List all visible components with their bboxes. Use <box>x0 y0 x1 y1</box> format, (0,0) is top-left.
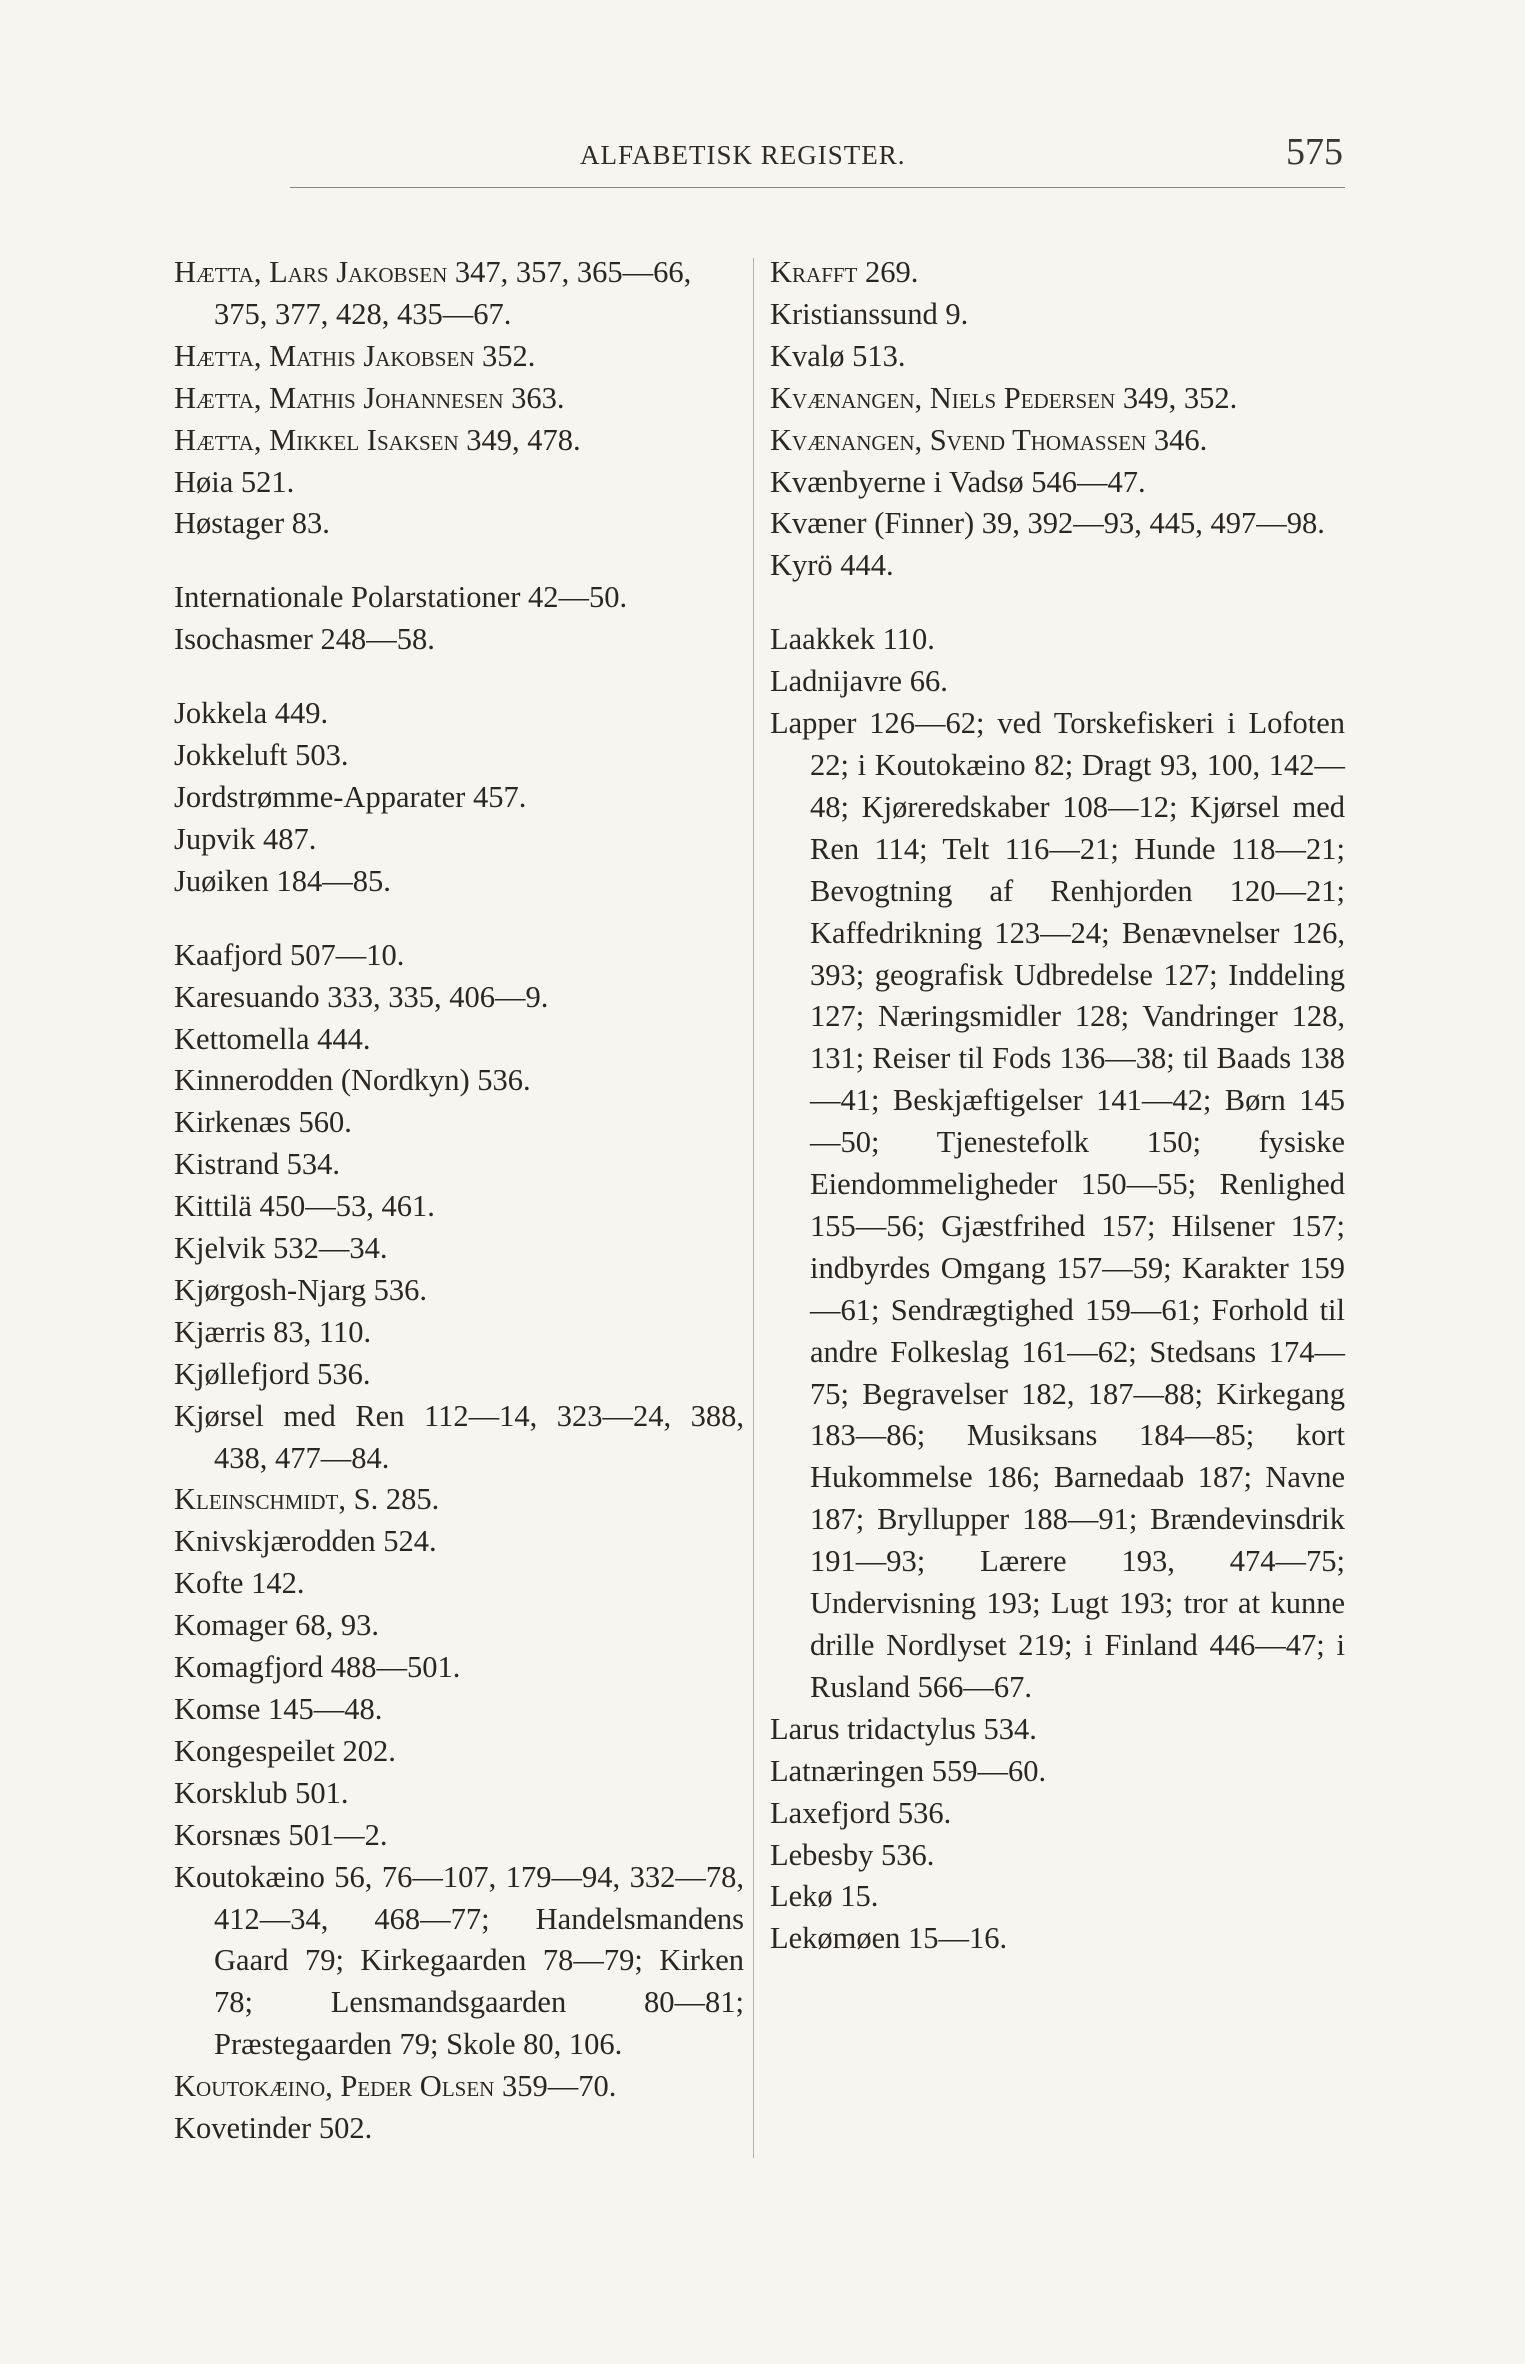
group-gap <box>174 661 744 693</box>
index-entry: Laakkek 110. <box>770 622 935 657</box>
index-entry <box>770 252 1345 294</box>
running-title: ALFABETISK REGISTER. <box>580 140 906 170</box>
index-entry: Lekø 15. <box>770 1879 879 1914</box>
index-entry: Juøiken 184—85. <box>174 863 391 898</box>
index-entry: Knivskjærodden 524. <box>174 1524 437 1559</box>
index-entry <box>174 2066 744 2108</box>
header-rule <box>290 187 1345 188</box>
index-entry <box>174 378 744 420</box>
index-entry: Kristianssund 9. <box>770 296 969 331</box>
entry-name: Hætta, Mathis Jakobsen <box>174 338 475 373</box>
index-entry: Lapper 126—62; ved Torskefiskeri i Lofoten 22; i Koutokæino 82; Dragt 93, 100, 142—48; Kjøreredskaber 108—12; Kjørsel med Ren 114; Telt 116—21; Hunde 118—21; Bevogtning af Renhjorden 120—21; Kaffedrikning 123—24; Benævnelser 126, 393; geografisk Udbredelse 127; Inddeling 127; Næringsmidler 128; Vandringer 128, 131; Reiser til Fods 136—38; til Baads 138—41; Beskjæftigelser 141—42; Børn 145—50; Tjenestefolk 150; fysiske Eiendommeligheder 150—55; Renlighed 155—56; Gjæstfrihed 157; Hilsener 157; indbyrdes Omgang 157—59; Karakter 159—61; Sendrægtighed 159—61; Forhold til andre Folkeslag 161—62; Stedsans 174—75; Begravelser 182, 187—88; Kirkegang 183—86; Musiksans 184—85; kort Hukommelse 186; Barnedaab 187; Navne 187; Bryllupper 188—91; Brændevinsdrik 191—93; Lærere 193, 474—75; Undervisning 193; Lugt 193; tror at kunne drille Nordlyset 219; i Finland 446—47; i Rusland 566—67. <box>770 706 1345 1704</box>
index-entry <box>174 252 744 336</box>
index-entry: Kvæner (Finner) 39, 392—93, 445, 497—98. <box>770 506 1325 541</box>
index-entry <box>770 420 1345 462</box>
group-gap <box>174 903 744 935</box>
index-entry: Komse 145—48. <box>174 1692 383 1726</box>
group-gap <box>770 587 1345 619</box>
index-entry: Kjelvik 532—34. <box>174 1231 388 1266</box>
page-number: 575 <box>1286 131 1343 173</box>
group-gap <box>174 545 744 577</box>
entry-refs: 352. <box>482 338 536 373</box>
index-entry: Karesuando 333, 335, 406—9. <box>174 979 549 1014</box>
entry-refs: 349, 478. <box>466 422 581 457</box>
entry-name: Kleinschmidt, S. <box>174 1482 379 1517</box>
index-entry: Komagfjord 488—501. <box>174 1650 461 1685</box>
index-entry: Lekømøen 15—16. <box>770 1921 1008 1956</box>
index-entry: Kyrö 444. <box>770 548 894 583</box>
index-entry: Kongespeilet 202. <box>174 1733 396 1768</box>
index-entry: Kjærris 83, 110. <box>174 1314 372 1349</box>
index-entry: Kvænbyerne i Vadsø 546—47. <box>770 464 1146 499</box>
index-entry: Jokkeluft 503. <box>174 738 349 773</box>
entry-refs: 285. <box>385 1482 440 1517</box>
index-entry: Koutokæino 56, 76—107, 179—94, 332—78, 412—34, 468—77; Handelsmandens Gaard 79; Kirkegaarden 78—79; Kirken 78; Lensmandsgaarden 80—81; Præstegaarden 79; Skole 80, 106. <box>174 1859 744 2062</box>
entry-refs: 359—70. <box>501 2069 617 2104</box>
left-column <box>174 252 744 2150</box>
entry-name: Kvænangen, Niels Pedersen <box>770 380 1116 415</box>
entry-refs: 269. <box>865 255 919 289</box>
index-entry: Kjørgosh-Njarg 536. <box>174 1272 428 1307</box>
entry-refs: 349, 352. <box>1122 380 1238 415</box>
index-entry: Jokkela 449. <box>174 696 329 731</box>
entry-refs: 347, 357, 365—66, 375, 377, 428, 435—67. <box>214 255 692 331</box>
index-entry: Korsklub 501. <box>174 1775 349 1810</box>
index-entry: Jupvik 487. <box>174 821 317 856</box>
index-entry: Høstager 83. <box>174 506 330 541</box>
index-entry: Kettomella 444. <box>174 1021 371 1056</box>
index-entry: Kovetinder 502. <box>174 2111 373 2146</box>
entry-refs: 363. <box>511 380 565 415</box>
index-entry: Komager 68, 93. <box>174 1608 379 1643</box>
index-entry <box>770 378 1345 420</box>
index-entry: Laxefjord 536. <box>770 1795 952 1830</box>
index-entry: Ladnijavre 66. <box>770 664 948 699</box>
entry-name: Hætta, Mathis Johannesen <box>174 380 504 415</box>
entry-name: Hætta, Lars Jakobsen <box>174 255 448 289</box>
index-entry: Kjørsel med Ren 112—14, 323—24, 388, 438, 477—84. <box>174 1398 744 1475</box>
entry-name: Krafft <box>770 255 858 289</box>
right-column <box>770 252 1345 1960</box>
index-entry: Lebesby 536. <box>770 1837 935 1872</box>
index-entry: Kistrand 534. <box>174 1147 341 1182</box>
index-entry: Høia 521. <box>174 464 295 499</box>
index-entry <box>174 1479 744 1521</box>
entry-refs: 346. <box>1153 422 1208 457</box>
index-entry: Kaafjord 507—10. <box>174 937 405 972</box>
index-entry: Larus tridactylus 534. <box>770 1711 1037 1746</box>
entry-name: Koutokæino, Peder Olsen <box>174 2069 495 2104</box>
index-entry: Internationale Polarstationer 42—50. <box>174 580 628 615</box>
index-entry: Isochasmer 248—58. <box>174 622 435 657</box>
index-entry: Latnæringen 559—60. <box>770 1753 1047 1788</box>
index-entry: Kirkenæs 560. <box>174 1105 352 1140</box>
index-entry: Kvalø 513. <box>770 338 906 373</box>
index-entry: Kofte 142. <box>174 1566 305 1601</box>
column-divider <box>753 258 754 2158</box>
index-entry: Korsnæs 501—2. <box>174 1817 388 1852</box>
page-header <box>170 130 1345 186</box>
index-entry <box>174 420 744 462</box>
entry-name: Hætta, Mikkel Isaksen <box>174 422 459 457</box>
entry-name: Kvænangen, Svend Thomassen <box>770 422 1147 457</box>
index-entry: Jordstrømme-Apparater 457. <box>174 779 527 814</box>
index-entry: Kittilä 450—53, 461. <box>174 1189 435 1224</box>
index-entry: Kinnerodden (Nordkyn) 536. <box>174 1063 531 1098</box>
index-entry: Kjøllefjord 536. <box>174 1356 371 1391</box>
index-entry <box>174 336 744 378</box>
